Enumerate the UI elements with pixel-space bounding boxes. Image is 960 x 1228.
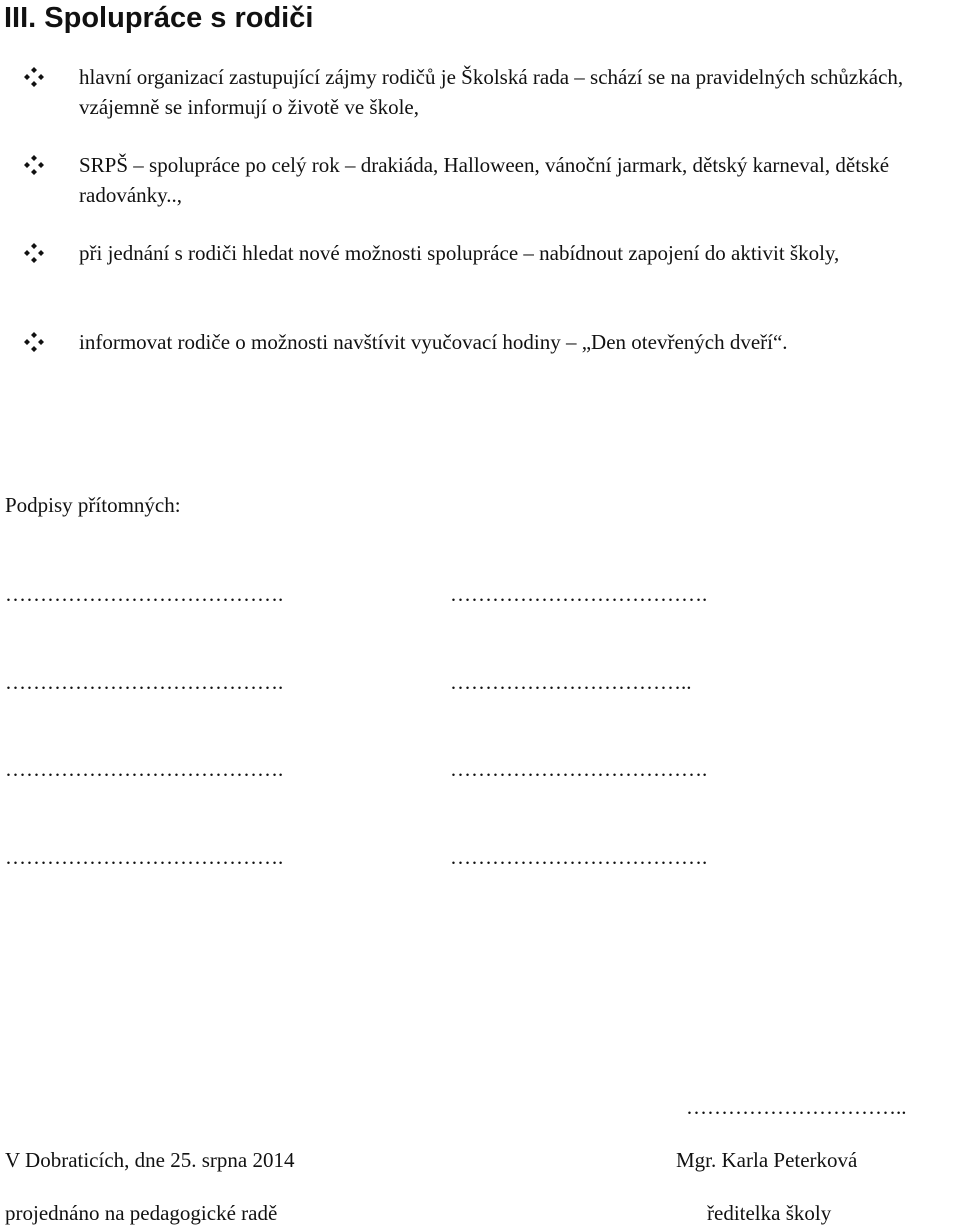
signature-line: ………………………………. [450,757,708,781]
signature-line: ………………………………. [450,582,708,606]
signature-line: …………………………………. [5,757,284,781]
diamond-bullet-icon [22,330,46,354]
signer-role: ředitelka školy [707,1201,832,1225]
diamond-bullet-icon [22,241,46,265]
signatures-heading: Podpisy přítomných: [5,493,181,517]
bullet-text: informovat rodiče o možnosti navštívit vyučovací hodiny – „Den otevřených dveří“. [79,330,788,354]
signature-line: …………………………………. [5,582,284,606]
diamond-bullet-icon [22,65,46,89]
signature-line: …………………………………. [5,845,284,869]
director-signature-line: ………………………….. [686,1095,907,1119]
place-and-date: V Dobraticích, dne 25. srpna 2014 [5,1148,295,1172]
section-heading: III. Spolupráce s rodiči [4,2,314,34]
bullet-text: hlavní organizací zastupující zájmy rodičů je Školská rada – schází se na pravidelných schůzkách, vzájemně se informují o životě ve škole, [79,65,904,119]
diamond-bullet-icon [22,153,46,177]
bullet-text: SRPŠ – spolupráce po celý rok – drakiáda, Halloween, vánoční jarmark, dětský karneval, dětské radovánky.., [79,153,890,207]
approval-note: projednáno na pedagogické radě [5,1201,278,1225]
signature-line: …………………………….. [450,670,692,694]
signature-line: ………………………………. [450,845,708,869]
signer-name: Mgr. Karla Peterková [676,1148,858,1172]
signature-line: …………………………………. [5,670,284,694]
bullet-text: při jednání s rodiči hledat nové možnosti spolupráce – nabídnout zapojení do aktivit školy, [79,241,840,265]
